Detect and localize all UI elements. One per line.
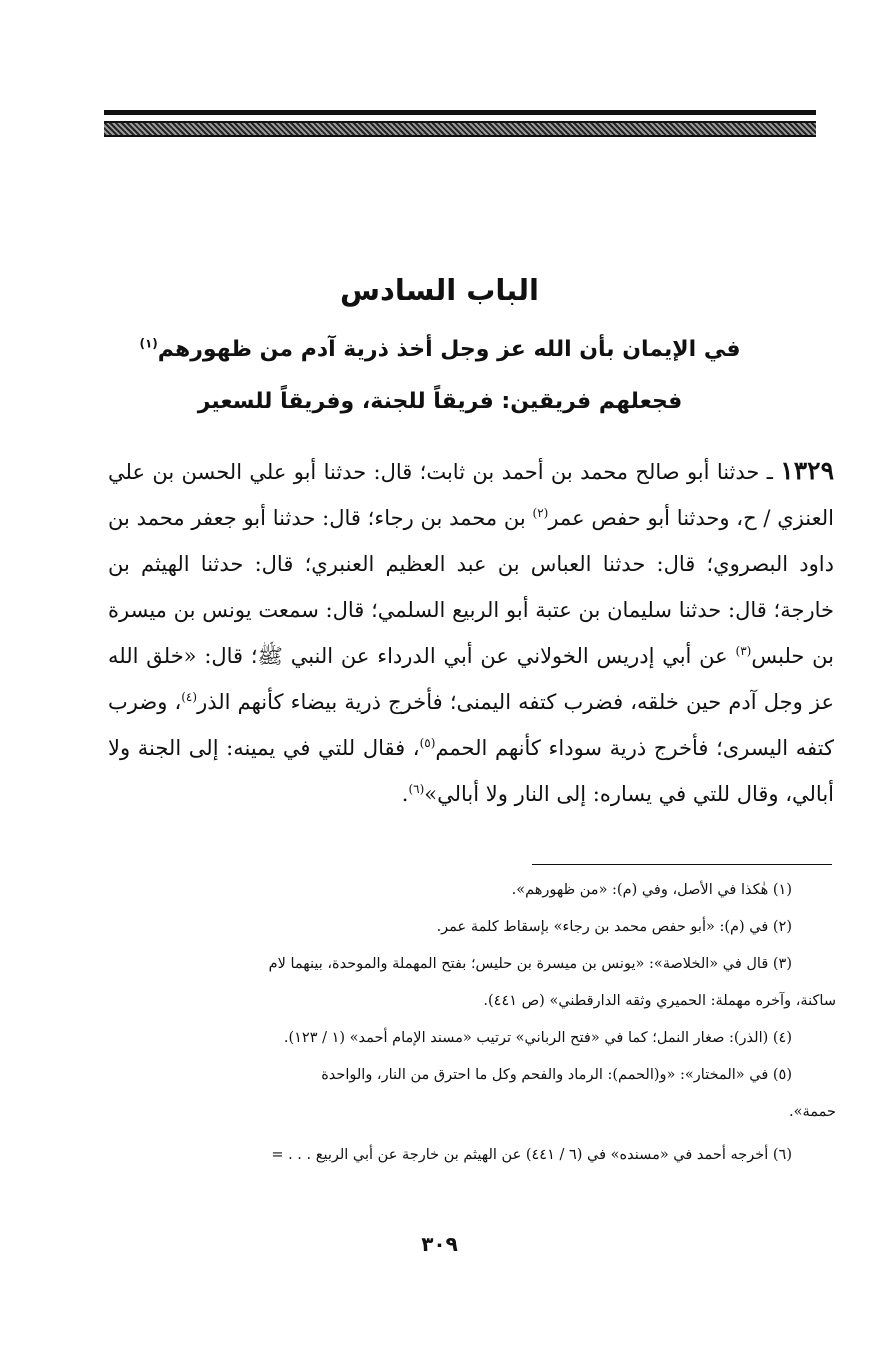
hadith-segment: . bbox=[401, 782, 409, 806]
hadith-segment: عن أبي إدريس الخولاني عن أبي الدرداء عن النبي ﷺ؛ قال: «خلق الله عز وجل آدم حين خلقه، فضرب كتفه اليمنى؛ فأخرج ذرية بيضاء كأنهم الذر bbox=[108, 644, 834, 714]
header-rule-thin bbox=[104, 110, 816, 115]
page-number: ٣٠٩ bbox=[421, 1232, 458, 1256]
footnote-separator bbox=[532, 864, 832, 865]
hadith-segment: ، فقال للتي في يمينه: إلى الجنة ولا أبالي، وقال للتي في يساره: إلى النار ولا أبالي» bbox=[108, 736, 834, 806]
hadith-segment: بن محمد بن رجاء؛ قال: حدثنا أبو جعفر محمد بن داود البصروي؛ قال: حدثنا العباس بن عبد العظيم العنبري؛ قال: حدثنا الهيثم بن خارجة؛ قال: حدثنا سليمان بن عتبة أبو الربيع السلمي؛ قال: سمعت يونس بن ميسرة بن حلبس bbox=[108, 506, 834, 668]
footnote-1: (١) هٰكذا في الأصل، وفي (م): «من ظهورهم». bbox=[511, 882, 792, 898]
hadith-segment: ، وضرب كتفه اليسرى؛ فأخرج ذرية سوداء كأنهم الحمم bbox=[108, 690, 834, 760]
chapter-title: الباب السادس bbox=[340, 273, 539, 307]
footnote-marker: (٦) bbox=[408, 782, 425, 796]
hadith-number: ١٣٢٩ bbox=[780, 456, 834, 485]
footnotes bbox=[96, 872, 836, 1174]
footnote-5-continued: حممة». bbox=[789, 1104, 836, 1120]
footnote-marker: (٣) bbox=[735, 644, 752, 658]
footnote-3-continued: ساكنة، وآخره مهملة: الحميري وثقه الدارقطني» (ص ٤٤١). bbox=[483, 993, 836, 1009]
subtitle-line1-text: في الإيمان بأن الله عز وجل أخذ ذرية آدم من ظهورهم bbox=[157, 337, 741, 362]
footnote-marker: (١) bbox=[139, 336, 158, 351]
hadith-text bbox=[108, 448, 834, 817]
header-rule-band bbox=[104, 121, 816, 137]
footnote-6: (٦) أخرجه أحمد في «مسنده» في (٦ / ٤٤١) عن الهيثم بن خارجة عن أبي الربيع . . . = bbox=[271, 1147, 792, 1163]
footnote-marker: (٢) bbox=[532, 506, 549, 520]
footnote-4: (٤) (الذر): صغار النمل؛ كما في «فتح الرباني» ترتيب «مسند الإمام أحمد» (١ / ١٢٣). bbox=[283, 1030, 792, 1046]
footnote-2: (٢) في (م): «أبو حفص محمد بن رجاء» بإسقاط كلمة عمر. bbox=[436, 919, 792, 935]
chapter-subtitle-line2: فجعلهم فريقين: فريقاً للجنة، وفريقاً للسعير bbox=[197, 389, 683, 414]
footnote-marker: (٥) bbox=[419, 736, 436, 750]
footnote-marker: (٤) bbox=[181, 690, 198, 704]
hadith-segment: ـ حدثنا أبو صالح محمد بن أحمد بن ثابت؛ قال: حدثنا أبو علي الحسن بن علي العنزي / ح، وحدثنا أبو حفص عمر bbox=[108, 460, 834, 530]
footnote-3: (٣) قال في «الخلاصة»: «يونس بن ميسرة بن حليس؛ بفتح المهملة والموحدة، بينهما لام bbox=[268, 956, 792, 972]
footnote-5: (٥) في «المختار»: «و(الحمم): الرماد والفحم وكل ما احترق من النار، والواحدة bbox=[321, 1067, 792, 1083]
chapter-subtitle-line1 bbox=[120, 330, 760, 370]
